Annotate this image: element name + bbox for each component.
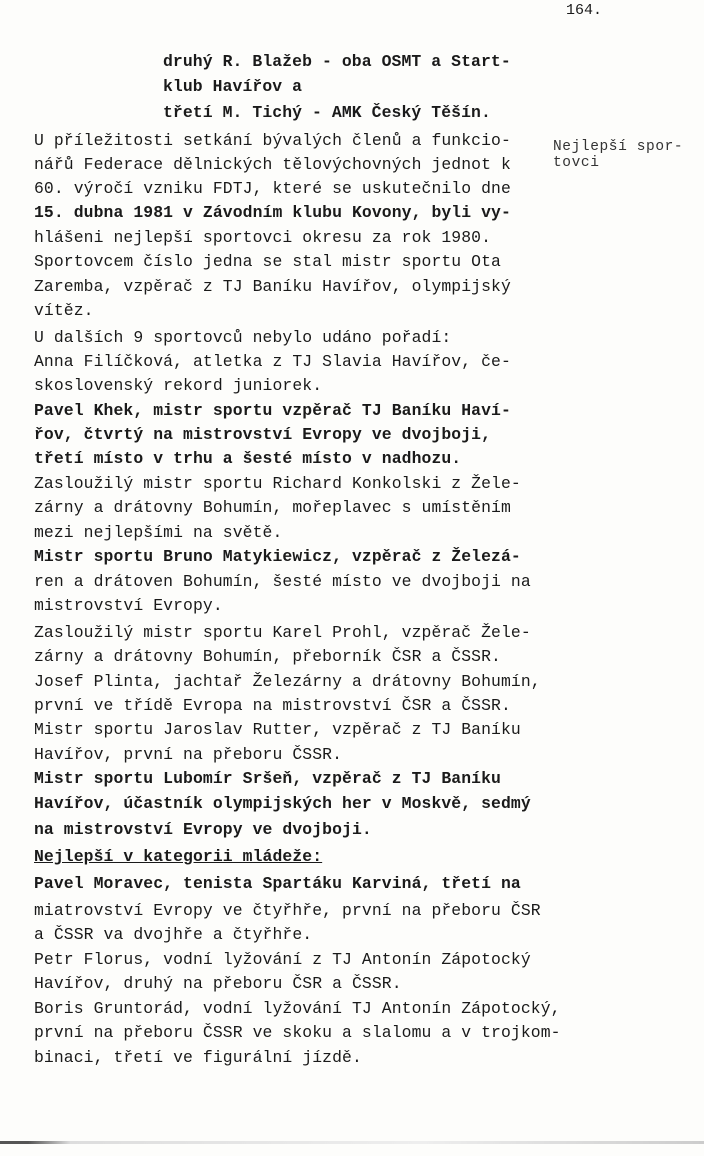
text-line: Pavel Khek, mistr sportu vzpěrač TJ Baníku Haví- bbox=[34, 401, 511, 420]
text-line: nářů Federace dělnických tělovýchovných jednot k bbox=[34, 155, 511, 174]
text-line: 60. výročí vzniku FDTJ, které se uskutečnilo dne bbox=[34, 179, 511, 198]
page-number: 164. bbox=[566, 2, 603, 19]
section-heading: Nejlepší v kategorii mládeže: bbox=[34, 847, 323, 866]
text-line: třetí M. Tichý - AMK Český Těšín. bbox=[163, 103, 491, 122]
text-line: Zaremba, vzpěrač z TJ Baníku Havířov, olympijský bbox=[34, 277, 511, 296]
text-line: skoslovenský rekord juniorek. bbox=[34, 376, 323, 395]
text-line: první na přeboru ČSSR ve skoku a slalomu a v trojkom- bbox=[34, 1023, 561, 1042]
text-line: Zasloužilý mistr sportu Richard Konkolski z Žele- bbox=[34, 474, 521, 493]
text-line: první ve třídě Evropa na mistrovství ČSR a ČSSR. bbox=[34, 696, 511, 715]
text-line: na mistrovství Evropy ve dvojboji. bbox=[34, 820, 372, 839]
text-line: U dalších 9 sportovců nebylo udáno pořadí: bbox=[34, 328, 452, 347]
text-line: třetí místo v trhu a šesté místo v nadhozu. bbox=[34, 449, 462, 468]
text-line: Zasloužilý mistr sportu Karel Prohl, vzpěrač Žele- bbox=[34, 623, 531, 642]
text-line: Boris Gruntorád, vodní lyžování TJ Antonín Zápotocký, bbox=[34, 999, 561, 1018]
margin-note-line: Nejlepší spor- bbox=[553, 139, 684, 155]
text-line: Anna Filíčková, atletka z TJ Slavia Havířov, če- bbox=[34, 352, 511, 371]
text-line: Havířov, první na přeboru ČSSR. bbox=[34, 745, 343, 764]
text-line: Sportovcem číslo jedna se stal mistr sportu Ota bbox=[34, 252, 501, 271]
text-line: 15. dubna 1981 v Závodním klubu Kovony, byli vy- bbox=[34, 203, 511, 222]
text-line: Petr Florus, vodní lyžování z TJ Antonín Zápotocký bbox=[34, 950, 531, 969]
text-line: ren a drátoven Bohumín, šesté místo ve dvojboji na bbox=[34, 572, 531, 591]
text-line: klub Havířov a bbox=[163, 77, 303, 96]
text-line: Josef Plinta, jachtař Železárny a drátovny Bohumín, bbox=[34, 672, 541, 691]
text-line: Mistr sportu Jaroslav Rutter, vzpěrač z TJ Baníku bbox=[34, 720, 521, 739]
text-line: Havířov, druhý na přeboru ČSR a ČSSR. bbox=[34, 974, 402, 993]
text-line: mezi nejlepšími na světě. bbox=[34, 523, 283, 542]
text-line: Mistr sportu Bruno Matykiewicz, vzpěrač z Železá- bbox=[34, 547, 521, 566]
text-line: zárny a drátovny Bohumín, přeborník ČSR a ČSSR. bbox=[34, 647, 501, 666]
text-line: Havířov, účastník olympijských her v Moskvě, sedmý bbox=[34, 794, 531, 813]
text-line: U příležitosti setkání bývalých členů a funkcio- bbox=[34, 131, 511, 150]
text-line: a ČSSR va dvojhře a čtyřhře. bbox=[34, 925, 313, 944]
text-line: Mistr sportu Lubomír Sršeň, vzpěrač z TJ Baníku bbox=[34, 769, 501, 788]
text-line: hlášeni nejlepší sportovci okresu za rok 1980. bbox=[34, 228, 492, 247]
margin-note-line: tovci bbox=[553, 155, 600, 171]
text-line: druhý R. Blažeb - oba OSMT a Start- bbox=[163, 52, 511, 71]
text-line: zárny a drátovny Bohumín, mořeplavec s umístěním bbox=[34, 498, 511, 517]
text-line: řov, čtvrtý na mistrovství Evropy ve dvojboji, bbox=[34, 425, 492, 444]
text-line: vítěz. bbox=[34, 301, 94, 320]
text-line: binaci, třetí ve figurální jízdě. bbox=[34, 1048, 362, 1067]
page-bottom-edge bbox=[0, 1141, 704, 1144]
text-line: miatrovství Evropy ve čtyřhře, první na přeboru ČSR bbox=[34, 901, 541, 920]
text-line: Pavel Moravec, tenista Spartáku Karviná, třetí na bbox=[34, 874, 521, 893]
text-line: mistrovství Evropy. bbox=[34, 596, 223, 615]
